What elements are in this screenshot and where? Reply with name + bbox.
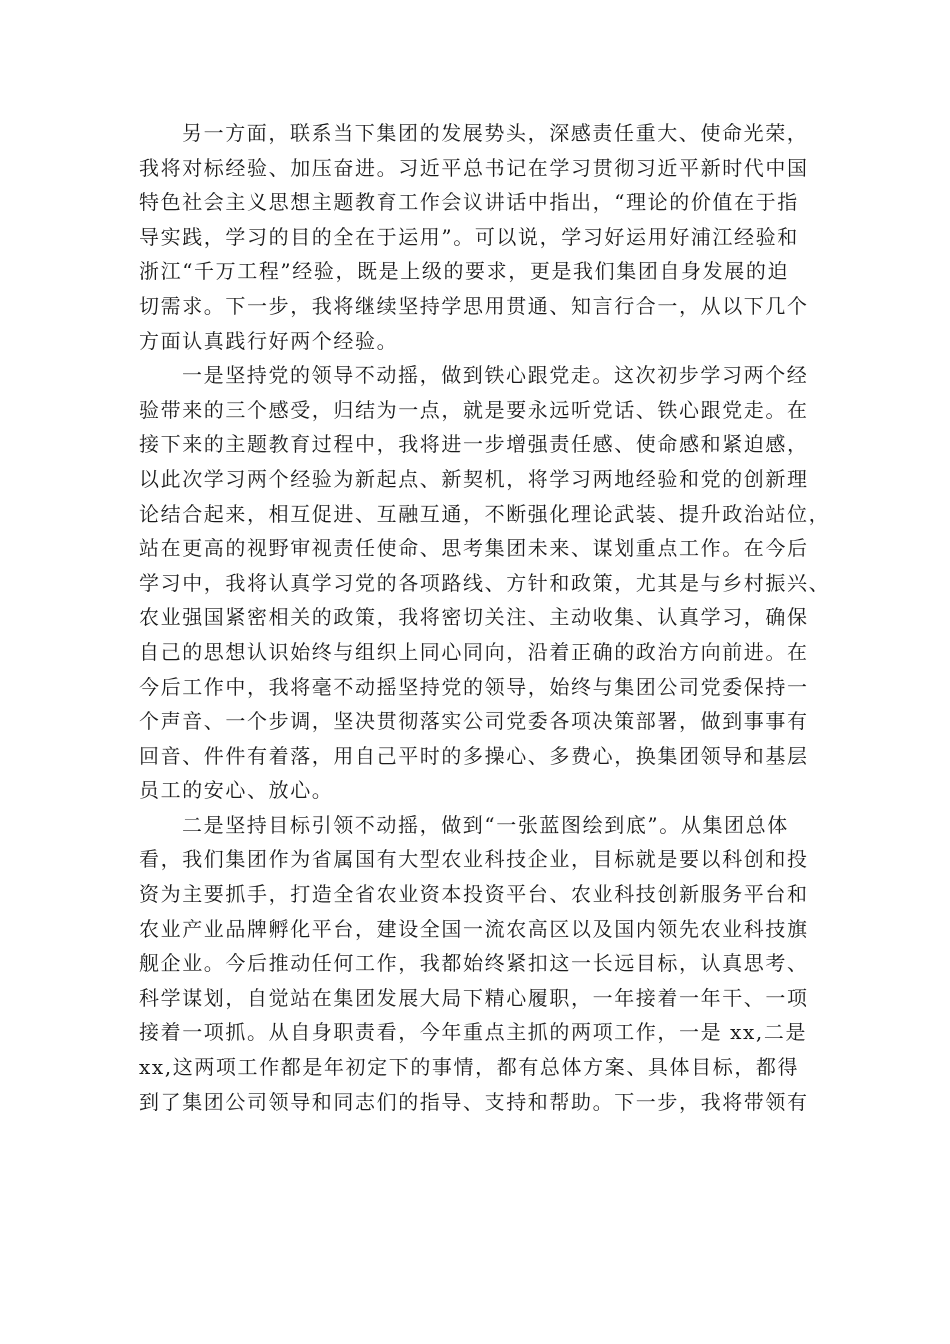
paragraph-first-line: 二是坚持目标引领不动摇，做到“一张蓝图绘到底”。从集团总体	[182, 812, 789, 837]
text-line: xx,这两项工作都是年初定下的事情，都有总体方案、具体目标，都得	[139, 1055, 800, 1080]
text-line: 切需求。下一步，我将继续坚持学思用贯通、知言行合一，从以下几个	[139, 293, 809, 318]
text-line: 验带来的三个感受，归结为一点，就是要永远听党话、铁心跟党走。在	[139, 397, 809, 422]
text-line: 到了集团公司领导和同志们的指导、支持和帮助。下一步，我将带领有	[139, 1089, 809, 1114]
text-line: 科学谋划，自觉站在集团发展大局下精心履职，一年接着一年干、一项	[139, 985, 809, 1010]
text-line: 接下来的主题教育过程中，我将进一步增强责任感、使命感和紧迫感，	[139, 432, 809, 457]
text-line: 学习中，我将认真学习党的各项路线、方针和政策，尤其是与乡村振兴、	[139, 570, 831, 595]
text-line: 舰企业。今后推动任何工作，我都始终紧扣这一长远目标，认真思考、	[139, 951, 809, 976]
text-line: 农业强国紧密相关的政策，我将密切关注、主动收集、认真学习，确保	[139, 605, 809, 630]
paragraph-first-line: 另一方面，联系当下集团的发展势头，深感责任重大、使命光荣，	[182, 121, 809, 145]
text-line: 浙江“千万工程”经验，既是上级的要求，更是我们集团自身发展的迫	[139, 259, 790, 284]
text-line: 看，我们集团作为省属国有大型农业科技企业，目标就是要以科创和投	[139, 847, 809, 872]
text-line: 个声音、一个步调，坚决贯彻落实公司党委各项决策部署，做到事事有	[139, 709, 809, 734]
text-line: 论结合起来，相互促进、互融互通，不断强化理论武装、提升政治站位，	[139, 501, 831, 526]
text-line: 接着一项抓。从自身职责看，今年重点主抓的两项工作，一是 xx,二是	[139, 1020, 808, 1045]
text-line: 特色社会主义思想主题教育工作会议讲话中指出，“理论的价值在于指	[139, 190, 799, 215]
text-line: 农业产业品牌孵化平台，建设全国一流农高区以及国内领先农业科技旗	[139, 916, 809, 941]
text-line: 员工的安心、放心。	[139, 778, 334, 803]
document-body	[139, 116, 859, 1119]
text-line: 导实践，学习的目的全在于运用”。可以说，学习好运用好浦江经验和	[139, 224, 799, 249]
text-line: 今后工作中，我将毫不动摇坚持党的领导，始终与集团公司党委保持一	[139, 674, 809, 699]
text-line: 站在更高的视野审视责任使命、思考集团未来、谋划重点工作。在今后	[139, 536, 809, 561]
text-line: 以此次学习两个经验为新起点、新契机，将学习两地经验和党的创新理	[139, 466, 809, 491]
text-line: 方面认真践行好两个经验。	[139, 328, 399, 353]
text-line: 资为主要抓手，打造全省农业资本投资平台、农业科技创新服务平台和	[139, 882, 809, 907]
paragraph-first-line: 一是坚持党的领导不动摇，做到铁心跟党走。这次初步学习两个经	[182, 363, 809, 388]
text-line: 自己的思想认识始终与组织上同心同向，沿着正确的政治方向前进。在	[139, 639, 809, 664]
text-line: 回音、件件有着落，用自己平时的多操心、多费心，换集团领导和基层	[139, 743, 809, 768]
text-line: 我将对标经验、加压奋进。习近平总书记在学习贯彻习近平新时代中国	[139, 155, 809, 180]
